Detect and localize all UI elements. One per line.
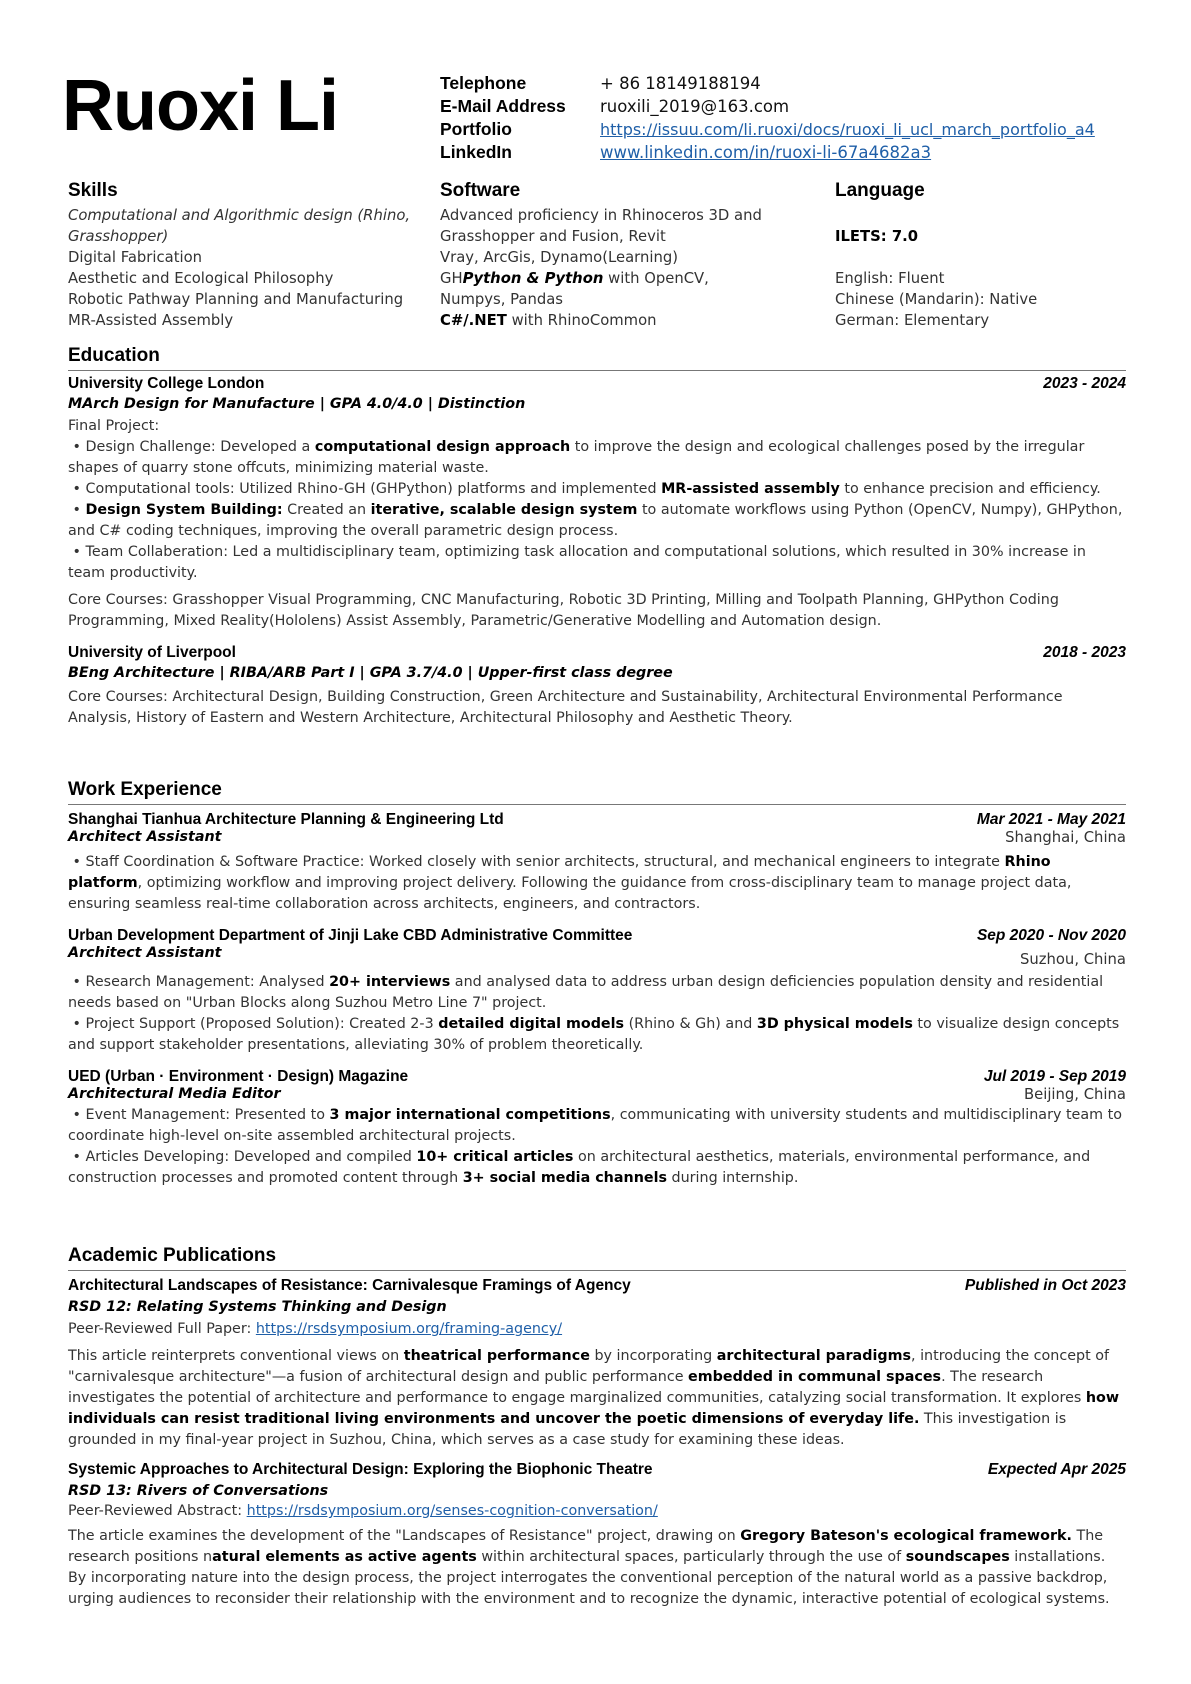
degree-line: MArch Design for Manufacture | GPA 4.0/4.0 | Distinction [68, 396, 526, 412]
software-item: C#/.NET with RhinoCommon [440, 312, 657, 329]
language-heading: Language [835, 180, 925, 201]
employment-date: Sep 2020 - Nov 2020 [976, 927, 1126, 944]
language-column [835, 180, 1135, 331]
skill-item: Robotic Pathway Planning and Manufacturing [68, 291, 404, 308]
skill-item: Digital Fabrication [68, 249, 203, 266]
education-section [68, 345, 1126, 729]
contact-label: LinkedIn [440, 142, 512, 162]
portfolio-link[interactable]: https://issuu.com/li.ruoxi/docs/ruoxi_li_ucl_march_portfolio_a4 [600, 120, 1095, 139]
bullet-item: • Computational tools: Utilized Rhino-GH (GHPython) platforms and implemented MR-assisted assembly to enhance precision and efficiency. [68, 481, 1101, 497]
skill-item: MR-Assisted Assembly [68, 312, 234, 329]
contact-portfolio [440, 118, 1160, 141]
final-project-label: Final Project: [68, 418, 160, 434]
bullet-item: • Articles Developing: Developed and compiled 10+ critical articles on architectural aesthetics, materials, environmental performance, and construction processes and promoted content through 3+ social media channels during internship. [68, 1149, 1091, 1186]
publication-venue: RSD 13: Rivers of Conversations [68, 1483, 329, 1499]
job-title: Architect Assistant [68, 829, 222, 845]
contact-label: Telephone [440, 73, 527, 93]
institution-name: University of Liverpool [68, 644, 236, 661]
contact-linkedin [440, 141, 1160, 164]
publication-date: Published in Oct 2023 [964, 1277, 1126, 1294]
publication-venue: RSD 12: Relating Systems Thinking and Design [68, 1299, 447, 1315]
contact-block [440, 72, 1160, 164]
publication-title: Architectural Landscapes of Resistance: Carnivalesque Framings of Agency [68, 1277, 631, 1294]
telephone-value: + 86 18149188194 [600, 74, 761, 93]
employer-name: Shanghai Tianhua Architecture Planning & Engineering Ltd [68, 811, 504, 828]
publication-title: Systemic Approaches to Architectural Design: Exploring the Biophonic Theatre [68, 1461, 653, 1478]
software-item: Vray, ArcGis, Dynamo(Learning) [440, 249, 678, 266]
employment-date: Jul 2019 - Sep 2019 [983, 1068, 1126, 1085]
contact-email [440, 95, 1160, 118]
publication-link[interactable]: https://rsdsymposium.org/framing-agency/ [255, 1321, 563, 1337]
bullet-item: • Research Management: Analysed 20+ interviews and analysed data to address urban design deficiencies population density and residential needs based on "Urban Blocks along Suzhou Metro Line 7" project. [68, 974, 1104, 1011]
institution-name: University College London [68, 375, 265, 392]
software-item: Advanced proficiency in Rhinoceros 3D and Grasshopper and Fusion, Revit [440, 207, 762, 245]
bullet-item: • Design Challenge: Developed a computational design approach to improve the design and ecological challenges posed by the irregular shapes of quarry stone offcuts, minimizing material waste. [68, 439, 1085, 476]
publication-link-line: Peer-Reviewed Full Paper: https://rsdsymposium.org/framing-agency/ [68, 1321, 563, 1337]
bullet-item: • Event Management: Presented to 3 major international competitions, communicating with university students and multidisciplinary team to coordinate high-level on-site assembled architectural projects. [68, 1107, 1122, 1144]
language-item: English: Fluent [835, 270, 945, 287]
skill-item: Computational and Algorithmic design (Rhino, Grasshopper) [68, 207, 411, 245]
software-item: GHPython & Python with OpenCV, Numpys, Pandas [440, 270, 709, 308]
publication-date: Expected Apr 2025 [987, 1461, 1126, 1478]
ielts-score: ILETS: 7.0 [835, 228, 919, 245]
section-heading: Academic Publications [68, 1245, 1126, 1271]
skill-item: Aesthetic and Ecological Philosophy [68, 270, 334, 287]
contact-label: Portfolio [440, 119, 512, 139]
skills-column [68, 180, 413, 331]
job-location: Suzhou, China [1019, 951, 1126, 968]
publication-link[interactable]: https://rsdsymposium.org/senses-cognition-conversation/ [246, 1503, 658, 1519]
applicant-name: Ruoxi Li [62, 66, 338, 146]
language-item: Chinese (Mandarin): Native [835, 291, 1038, 308]
software-column [440, 180, 770, 331]
job-location: Beijing, China [1023, 1086, 1126, 1103]
publication-abstract: The article examines the development of the "Landscapes of Resistance" project, drawing on Gregory Bateson's ecological framework. The research positions natural elements as active agents within architectural spaces, particularly through the use of soundscapes installations. By incorporating nature into the design process, the project interrogates the conventional perception of the natural world as a passive backdrop, urging audiences to reconsider their relationship with the environment and to recognize the dynamic, interactive potential of ecological systems. [68, 1528, 1110, 1607]
software-heading: Software [440, 180, 521, 201]
bullet-item: • Team Collaberation: Led a multidisciplinary team, optimizing task allocation and computational solutions, which resulted in 30% increase in team productivity. [68, 544, 1086, 581]
bullet-item: • Design System Building: Created an iterative, scalable design system to automate workflows using Python (OpenCV, Numpy), GHPython, and C# coding techniques, improving the overall parametric design process. [68, 502, 1123, 539]
contact-telephone [440, 72, 1160, 95]
core-courses: Core Courses: Architectural Design, Building Construction, Green Architecture and Sustainability, Architectural Environmental Performance Analysis, History of Eastern and Western Architecture, Architectural Philosophy and Aesthetic Theory. [68, 689, 1063, 726]
publication-abstract: This article reinterprets conventional views on theatrical performance by incorporating architectural paradigms, introducing the concept of "carnivalesque architecture"—a fusion of architectural design and public performance embedded in communal spaces. The research investigates the potential of architecture and performance to engage marginalized communities, catalyzing social transformation. It explores how individuals can resist traditional living environments and uncover the poetic dimensions of everyday life. This investigation is grounded in my final-year project in Suzhou, China, which serves as a case study for examining these ideas. [68, 1348, 1120, 1448]
email-value: ruoxili_2019@163.com [600, 97, 790, 116]
linkedin-link[interactable]: www.linkedin.com/in/ruoxi-li-67a4682a3 [600, 143, 932, 162]
contact-label: E-Mail Address [440, 96, 566, 116]
education-date: 2023 - 2024 [1043, 375, 1126, 392]
bullet-item: • Project Support (Proposed Solution): Created 2-3 detailed digital models (Rhino & Gh) and 3D physical models to visualize design concepts and support stakeholder presentations, alleviating 30% of problem theoretically. [68, 1016, 1120, 1053]
language-item: German: Elementary [835, 312, 990, 329]
job-title: Architectural Media Editor [68, 1086, 281, 1102]
core-courses: Core Courses: Grasshopper Visual Programming, CNC Manufacturing, Robotic 3D Printing, Milling and Toolpath Planning, GHPython Coding Programming, Mixed Reality(Hololens) Assist Assembly, Parametric/Generative Modelling and Automation design. [68, 592, 1059, 629]
work-section [68, 779, 1126, 1189]
employer-name: UED (Urban · Environment · Design) Magazine [68, 1068, 409, 1085]
skills-heading: Skills [68, 180, 118, 201]
job-location: Shanghai, China [1005, 829, 1126, 846]
section-heading: Education [68, 345, 1126, 371]
employment-date: Mar 2021 - May 2021 [976, 811, 1126, 828]
publication-link-line: Peer-Reviewed Abstract: https://rsdsymposium.org/senses-cognition-conversation/ [68, 1503, 658, 1519]
education-date: 2018 - 2023 [1043, 644, 1126, 661]
job-title: Architect Assistant [68, 945, 222, 961]
employer-name: Urban Development Department of Jinji Lake CBD Administrative Committee [68, 927, 633, 944]
degree-line: BEng Architecture | RIBA/ARB Part I | GPA 3.7/4.0 | Upper-first class degree [68, 665, 673, 681]
bullet-item: • Staff Coordination & Software Practice: Worked closely with senior architects, structural, and mechanical engineers to integrate Rhino platform, optimizing workflow and improving project delivery. Following the guidance from cross-disciplinary team to manage project data, ensuring seamless real-time collaboration across architects, engineers, and contractors. [68, 854, 1072, 912]
publications-section [68, 1245, 1126, 1610]
section-heading: Work Experience [68, 779, 1126, 805]
